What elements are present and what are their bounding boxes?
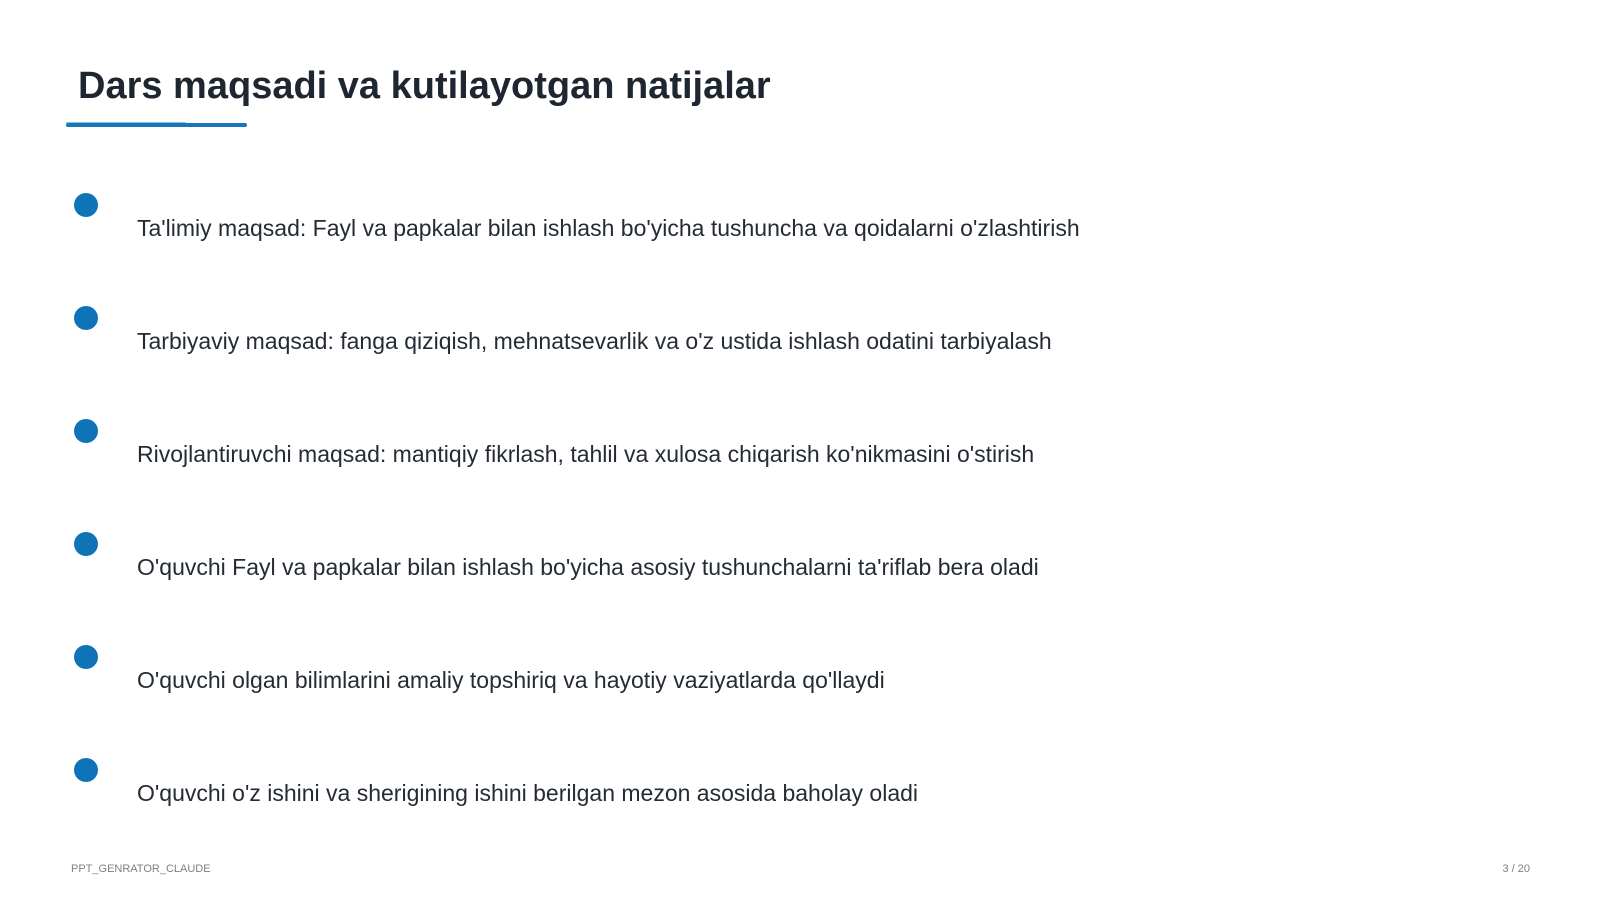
outcome-text: O'quvchi olgan bilimlarini amaliy topshiriq va hayotiy vaziyatlarda qo'llaydi — [137, 667, 885, 693]
list-item — [0, 758, 1600, 871]
slide-title: Dars maqsadi va kutilayotgan natijalar — [78, 65, 771, 107]
bullet-dot-icon — [74, 419, 98, 443]
slide-page-number: 3 / 20 — [1502, 863, 1530, 875]
objective-text: Rivojlantiruvchi maqsad: mantiqiy fikrlash, tahlil va xulosa chiqarish ko'nikmasini o'stirish — [137, 441, 1035, 467]
list-item — [0, 532, 1600, 645]
footer-generator-label: PPT_GENRATOR_CLAUDE — [71, 863, 211, 875]
objective-text: Tarbiyaviy maqsad: fanga qiziqish, mehnatsevarlik va o'z ustida ishlash odatini tarbiyalash — [137, 328, 1052, 354]
bullet-dot-icon — [74, 193, 98, 217]
bullet-dot-icon — [74, 758, 98, 782]
list-item — [0, 419, 1600, 532]
bullet-dot-icon — [74, 645, 98, 669]
bullet-dot-icon — [74, 306, 98, 330]
bullet-dot-icon — [74, 532, 98, 556]
objective-text: Ta'limiy maqsad: Fayl va papkalar bilan ishlash bo'yicha tushuncha va qoidalarni o'zlashtirish — [137, 215, 1080, 241]
list-item — [0, 645, 1600, 758]
outcome-text: O'quvchi Fayl va papkalar bilan ishlash bo'yicha asosiy tushunchalarni ta'riflab bera oladi — [137, 554, 1039, 580]
list-item — [0, 306, 1600, 419]
list-item — [0, 193, 1600, 306]
outcome-text: O'quvchi o'z ishini va sherigining ishini berilgan mezon asosida baholay oladi — [137, 780, 919, 806]
